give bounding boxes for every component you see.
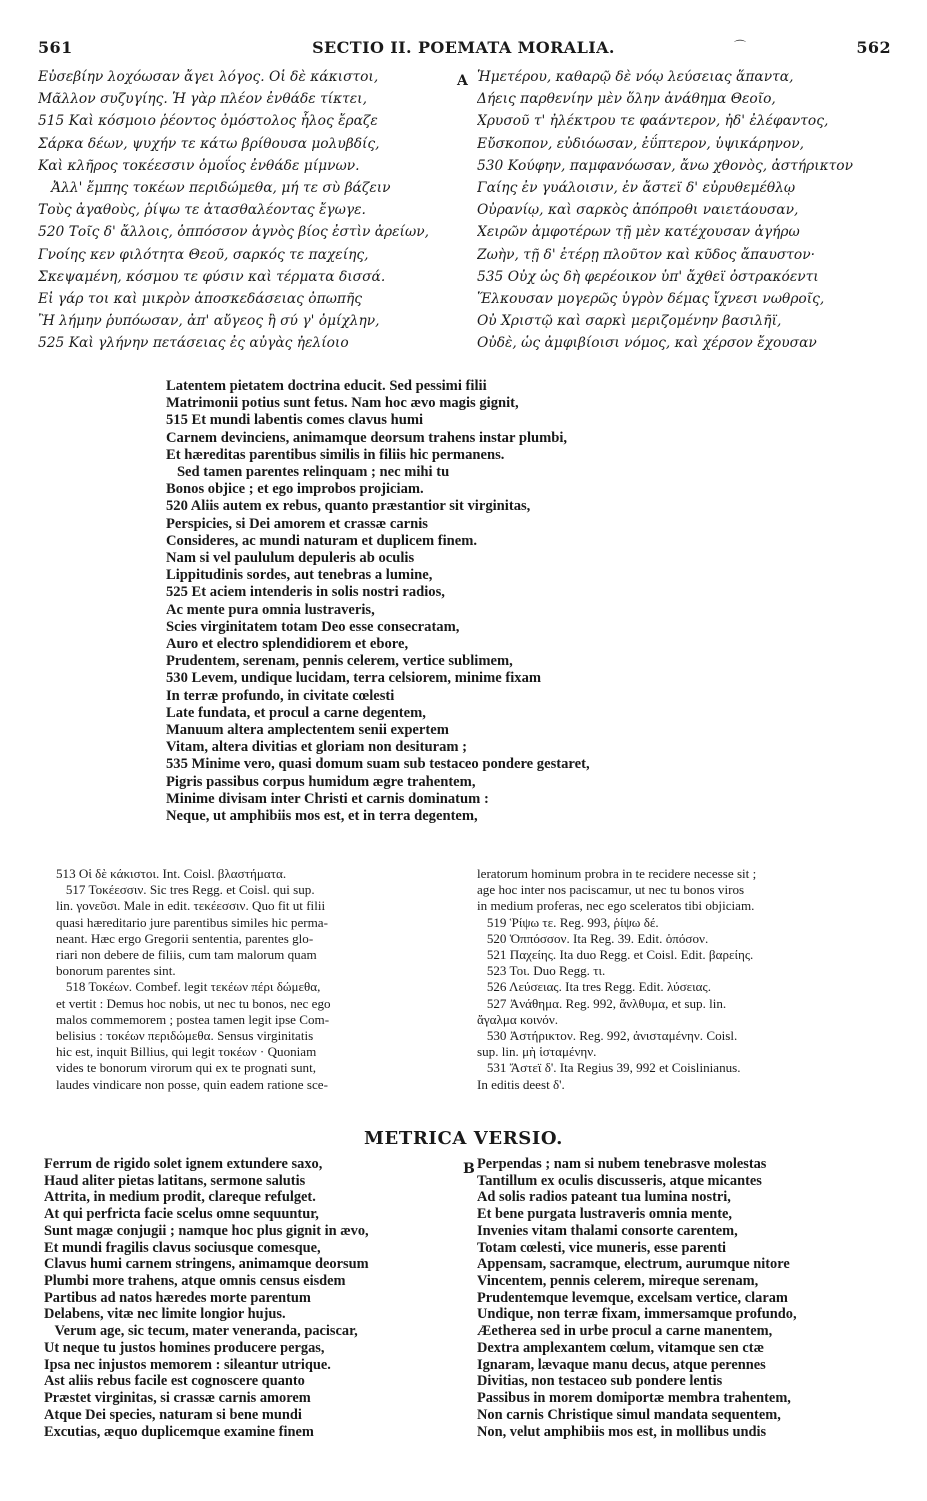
metrica-verse-line: Tantillum ex oculis discusseris, atque micantes xyxy=(477,1172,762,1189)
footnote-line: lin. γονεῦσι. Male in edit. τεκέεσσιν. Quo fit ut filii xyxy=(56,898,326,914)
footnote-line: 521 Παχείης. Ita duo Regg. et Coisl. Edit. βαρείης. xyxy=(477,947,754,963)
metrica-verse-line: Verum age, sic tecum, mater veneranda, paciscar, xyxy=(44,1323,358,1340)
greek-verse-line: 525 Καὶ γλήνην πετάσειας ἐς αὐγὰς ἠελίοιο xyxy=(38,335,349,352)
metrica-verse-line: Ipsa nec injustos memorem : sileantur utrique. xyxy=(44,1356,331,1373)
latin-verse-line: Perspicies, si Dei amorem et crassæ carnis xyxy=(166,515,428,532)
footnote-line: vides te bonorum virorum qui ex te prognati sunt, xyxy=(56,1060,317,1076)
footnote-line: 530 Ἀστήρικτον. Reg. 992, ἀνισταμένην. Coisl. xyxy=(477,1028,738,1044)
greek-verse-line: Τοὺς ἀγαθοὺς, ῥίψω τε ἀτασθαλέοντας ἔγωγε. xyxy=(38,202,366,219)
metrica-versio-right-column xyxy=(477,1156,895,1440)
greek-verse-line: Εὔσκοπον, εὐδιόωσαν, ἐΰπτερον, ὑψικάρηνον, xyxy=(477,135,805,152)
metrica-verse-line: Vincentem, pennis celerem, mireque serenam, xyxy=(477,1273,759,1290)
footnote-line: et vertit : Demus hoc nobis, ut nec tu bonos, nec ego xyxy=(56,995,331,1011)
footnote-line: 513 Οἱ δὲ κάκιστοι. Int. Coisl. βλαστήματα. xyxy=(56,866,287,881)
greek-verse-line: Δήεις παρθενίην μὲν ὅλην ἀνάθημα Θεοῖο, xyxy=(477,91,776,108)
metrica-verse-line: Præstet virginitas, si crassæ carnis amorem xyxy=(44,1390,311,1407)
latin-verse-line: Minime divisam inter Christi et carnis dominatum : xyxy=(166,790,489,807)
greek-verse-line: Σκεψαμένη, κόσμου τε φύσιν καὶ τέρματα δισσά. xyxy=(38,268,386,285)
footnote-line: in medium proferas, nec ego sceleratos tibi objiciam. xyxy=(477,898,755,914)
footnote-line: riari non debere de filiis, cum tam malorum quam xyxy=(56,947,317,963)
running-title: SECTIO II. POEMATA MORALIA. xyxy=(312,38,615,57)
greek-verse-line: Οὐδὲ, ὡς ἀμφιβίοισι νόμος, καὶ χέρσον ἔχουσαν xyxy=(477,335,817,352)
latin-verse-line: 530 Levem, undique lucidam, terra celsiorem, minime fixam xyxy=(166,670,542,687)
latin-verse-line: In terræ profundo, in civitate cœlesti xyxy=(166,687,395,704)
footnote-line: 526 Λεύσειας. Ita tres Regg. Edit. λύσειας. xyxy=(477,979,711,995)
metrica-verse-line: Partibus ad natos hæredes morte parentum xyxy=(44,1289,311,1306)
metrica-verse-line: Æetherea sed in urbe procul a carne manentem, xyxy=(477,1323,773,1340)
greek-text-right-column xyxy=(477,66,893,355)
latin-verse-line: Manuum altera amplectentem senii expertem xyxy=(166,722,449,739)
metrica-verse-line: Clavus humi carnem stringens, animamque deorsum xyxy=(44,1256,369,1273)
metrica-verse-line: Dextra amplexantem cœlum, vitamque sen ctæ xyxy=(477,1339,764,1356)
greek-verse-line: 520 Τοῖς δ' ἄλλοις, ὁππόσσον ἁγνὸς βίος ἐστὶν ἀρείων, xyxy=(38,224,429,241)
footnote-line: 518 Τοκέων. Combef. legit τεκέων πέρι δώμεθα, xyxy=(56,979,321,995)
greek-verse-line: Εἰ γάρ τοι καὶ μικρὸν ἀποσκεδάσειας ὀπωπῆς xyxy=(38,291,362,308)
latin-verse-line: Matrimonii potius sunt fetus. Nam hoc ævo magis gignit, xyxy=(166,395,519,412)
footnote-line: 523 Τοι. Duo Regg. τι. xyxy=(477,963,606,979)
latin-verse-line: Pigris passibus corpus humidum ægre trahentem, xyxy=(166,773,476,790)
metrica-verse-line: Divitias, non testaceo sub pondere lentis xyxy=(477,1373,723,1390)
latin-verse-line: Consideres, ac mundi naturam et duplicem finem. xyxy=(166,532,478,549)
greek-verse-line: 515 Καὶ κόσμοιο ῥέοντος ὁμόστολος ἧλος ἔραζε xyxy=(38,113,378,130)
greek-verse-line: Οὐ Χριστῷ καὶ σαρκὶ μεριζομένην βασιλῆϊ, xyxy=(477,313,782,330)
latin-verse-line: Latentem pietatem doctrina educit. Sed pessimi filii xyxy=(166,378,487,394)
footnote-line: 531 Ἄστεϊ δ'. Ita Regius 39, 992 et Coislinianus. xyxy=(477,1060,741,1076)
metrica-verse-line: Excutias, æquo duplicemque examine finem xyxy=(44,1423,314,1440)
metrica-versio-left-column xyxy=(44,1156,456,1440)
greek-verse-line: Οὐρανίῳ, καὶ σαρκὸς ἀπόπροθι ναιετάουσαν, xyxy=(477,202,799,219)
footnote-line: quasi hæreditario jure parentibus similes hic perma- xyxy=(56,914,328,930)
latin-verse-line: Scies virginitatem totam Deo esse consecratam, xyxy=(166,618,460,635)
metrica-verse-line: Ignaram, lævaque manu decus, atque perennes xyxy=(477,1356,766,1373)
greek-verse-line: Σάρκα δέων, ψυχήν τε κάτω βρίθουσα μολυβδίς, xyxy=(38,135,380,152)
greek-verse-line: Καὶ κλῆρος τοκέεσσιν ὁμοΐος ἐνθάδε μίμνων. xyxy=(38,157,360,174)
footnote-line: 527 Ἀνάθημα. Reg. 992, ἄνλθυμα, et sup. lin. xyxy=(477,995,727,1011)
footnote-line: malos commemorem ; postea tamen legit ipse Com- xyxy=(56,1011,330,1027)
greek-verse-line: Ἕλκουσαν μογερῶς ὑγρὸν δέμας ἴχνεσι νωθροῖς, xyxy=(477,291,825,308)
footnote-line: hic est, inquit Billius, qui legit τοκέων · Quoniam xyxy=(56,1044,317,1060)
printer-tick-mark: ⌒ xyxy=(734,39,747,53)
latin-verse-line: Neque, ut amphibiis mos est, et in terra degentem, xyxy=(166,808,478,825)
metrica-verse-line: Undique, non terræ fixam, immersamque profundo, xyxy=(477,1306,797,1323)
metrica-verse-line: Non, velut amphibiis mos est, in mollibus undis xyxy=(477,1423,767,1440)
latin-verse-line: 515 Et mundi labentis comes clavus humi xyxy=(166,412,424,429)
metrica-verse-line: Non carnis Christique simul mandata sequentem, xyxy=(477,1406,781,1423)
latin-verse-line: Nam si vel paululum depuleris ab oculis xyxy=(166,550,415,567)
footnote-line: leratorum hominum probra in te recidere necesse sit ; xyxy=(477,866,757,881)
greek-verse-line: Χρυσοῦ τ' ἠλέκτρου τε φαάντερον, ἠδ' ἐλέφαντος, xyxy=(477,113,829,130)
footnote-line: bonorum parentes sint. xyxy=(56,963,176,979)
latin-verse-line: Carnem devinciens, animamque deorsum trahens instar plumbi, xyxy=(166,429,568,446)
latin-verse-line: Et hæreditas parentibus similis in filiis hic permanens. xyxy=(166,446,505,463)
footnote-line: 517 Τοκέεσσιν. Sic tres Regg. et Coisl. qui sup. xyxy=(56,882,315,898)
page-number-left: 561 xyxy=(38,38,73,57)
metrica-versio-title: METRICA VERSIO. xyxy=(364,1128,563,1149)
greek-verse-line: Γνοίης κεν φιλότητα Θεοῦ, σαρκός τε παχείης, xyxy=(38,246,369,263)
metrica-verse-line: Ut neque tu justos homines producere pergas, xyxy=(44,1339,325,1356)
metrica-verse-line: Haud aliter pietas latitans, sermone salutis xyxy=(44,1172,306,1189)
footnote-line: 519 Ῥίψω τε. Reg. 993, ῥίψω δέ. xyxy=(477,914,659,930)
footnotes-right-column xyxy=(477,866,895,1093)
greek-verse-line: Εὐσεβίην λοχόωσαν ἄγει λόγος. Οἱ δὲ κάκιστοι, xyxy=(38,69,379,85)
latin-verse-line: Bonos objice ; et ego improbos projiciam. xyxy=(166,481,424,498)
footnote-line: 520 Ὁππόσσον. Ita Reg. 39. Edit. ὁπόσον. xyxy=(477,930,709,946)
page-number-right: 562 xyxy=(856,38,891,57)
greek-verse-line: 530 Κούφην, παμφανόωσαν, ἄνω χθονὸς, ἀστήρικτον xyxy=(477,157,854,174)
metrica-verse-line: Invenies vitam thalami consorte carentem, xyxy=(477,1222,738,1239)
latin-verse-line: Prudentem, serenam, pennis celerem, vertice sublimem, xyxy=(166,653,513,670)
greek-verse-line: Ἡμετέρου, καθαρῷ δὲ νόῳ λεύσειας ἅπαντα, xyxy=(477,69,794,85)
latin-verse-line: Auro et electro splendidiorem et ebore, xyxy=(166,636,409,653)
metrica-verse-line: Et bene purgata lustraveris omnia mente, xyxy=(477,1206,733,1223)
column-marker-b: B xyxy=(463,1161,475,1177)
footnotes-left-column xyxy=(56,866,458,1093)
greek-verse-line: Ἢ λήμην ῥυπόωσαν, ἀπ' αὔγεος ἢ σύ γ' ὀμίχλην, xyxy=(38,313,380,330)
latin-verse-line: Vitam, altera divitias et gloriam non desituram ; xyxy=(166,739,468,756)
metrica-verse-line: Attrita, in medium prodit, clareque refulget. xyxy=(44,1189,316,1206)
column-marker-a: A xyxy=(457,73,468,89)
latin-verse-line: Ac mente pura omnia lustraveris, xyxy=(166,601,375,618)
footnote-line: ἄγαλμα κοινόν. xyxy=(477,1011,559,1027)
metrica-verse-line: Atque Dei species, naturam si bene mundi xyxy=(44,1406,302,1423)
metrica-verse-line: Appensam, sacramque, electrum, aurumque nitore xyxy=(477,1256,790,1273)
footnote-line: belisius : τοκέων περιδώμεθα. Sensus virginitatis xyxy=(56,1028,314,1044)
greek-verse-line: Ἀλλ' ἔμπης τοκέων περιδώμεθα, μή τε σὺ βάζειν xyxy=(38,180,391,197)
metrica-verse-line: Et mundi fragilis clavus sociusque comesque, xyxy=(44,1239,321,1256)
footnote-line: sup. lin. μὴ ἱσταμένην. xyxy=(477,1044,597,1060)
metrica-verse-line: Ast aliis rebus facile est cognoscere quanto xyxy=(44,1373,305,1390)
greek-verse-line: Μᾶλλον συζυγίης. Ἡ γὰρ πλέον ἐνθάδε τίκτει, xyxy=(38,91,367,108)
greek-text-left-column xyxy=(38,66,454,355)
greek-verse-line: Γαίης ἐν γυάλοισιν, ἐν ἄστεϊ δ' εὐρυθεμέθλῳ xyxy=(477,180,796,197)
metrica-verse-line: At qui perfricta facie scelus omne sequuntur, xyxy=(44,1206,319,1223)
greek-verse-line: Ζωὴν, τῇ δ' ἑτέρῃ πλοῦτον καὶ κῦδος ἄπαυστον· xyxy=(477,246,815,263)
metrica-verse-line: Sunt magæ conjugii ; namque hoc plus gignit in ævo, xyxy=(44,1222,369,1239)
greek-verse-line: 535 Οὐχ ὡς δὴ φερέοικον ὑπ' ἄχθεϊ ὀστρακόεντι xyxy=(477,268,819,285)
latin-verse-line: Late fundata, et procul a carne degentem, xyxy=(166,704,426,721)
metrica-verse-line: Prudentemque levemque, excelsam vertice, claram xyxy=(477,1289,788,1306)
latin-verse-line: 535 Minime vero, quasi domum suam sub testaceo pondere gestaret, xyxy=(166,756,590,773)
latin-translation xyxy=(166,378,806,825)
footnote-line: age hoc inter nos paciscamur, ut nec tu bonos viros xyxy=(477,882,745,898)
metrica-verse-line: Perpendas ; nam si nubem tenebrasve molestas xyxy=(477,1156,767,1172)
metrica-verse-line: Ad solis radios pateant tua lumina nostri, xyxy=(477,1189,731,1206)
metrica-verse-line: Totam cœlesti, vice muneris, esse parenti xyxy=(477,1239,727,1256)
greek-verse-line: Χειρῶν ἀμφοτέρων τῇ μὲν κατέχουσαν ἀγήρω xyxy=(477,224,800,241)
footnote-line: neant. Hæc ergo Gregorii sententia, parentes glo- xyxy=(56,930,314,946)
metrica-verse-line: Plumbi more trahens, atque omnis census eisdem xyxy=(44,1273,346,1290)
latin-verse-line: 525 Et aciem intenderis in solis nostri radios, xyxy=(166,584,445,601)
latin-verse-line: Lippitudinis sordes, aut tenebras a lumine, xyxy=(166,567,433,584)
footnote-line: laudes vindicare non posse, quin eadem ratione sce- xyxy=(56,1076,328,1092)
metrica-verse-line: Delabens, vitæ nec limite longior hujus. xyxy=(44,1306,286,1323)
latin-verse-line: 520 Aliis autem ex rebus, quanto præstantior sit virginitas, xyxy=(166,498,531,515)
metrica-verse-line: Passibus in morem domiportæ membra trahentem, xyxy=(477,1390,791,1407)
footnote-line: In editis deest δ'. xyxy=(477,1076,565,1092)
metrica-verse-line: Ferrum de rigido solet ignem extundere saxo, xyxy=(44,1156,323,1172)
latin-verse-line: Sed tamen parentes relinquam ; nec mihi tu xyxy=(166,464,450,481)
